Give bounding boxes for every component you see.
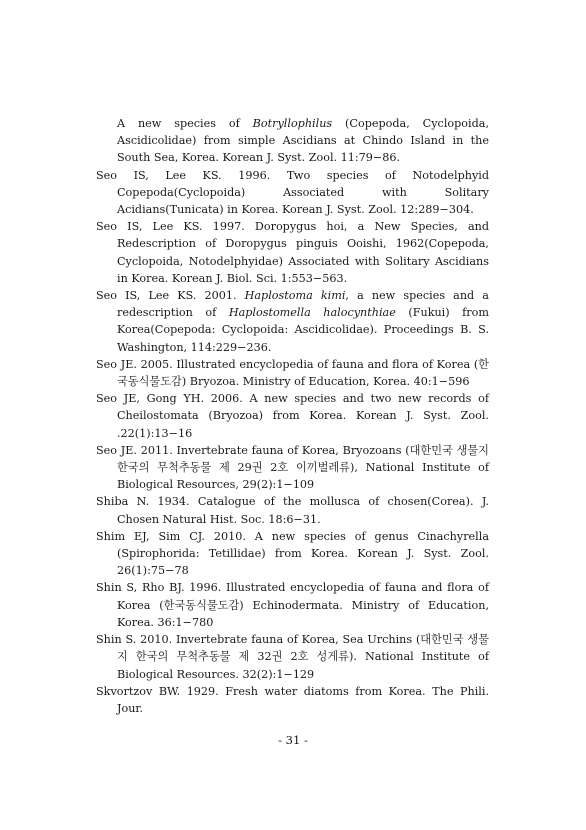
reference-entry [96,287,489,356]
reference-text: Shiba N. 1934. Catalogue of the mollusca of chosen(Corea). J. Chosen Natural Hist. Soc. 18:6−31. [96,495,489,526]
reference-text: (Copepoda, Cyclopoida, Ascidicolidae) from simple Ascidians at Chindo Island in the South Sea, Korea. Korean J. Syst. Zool. 11:79−86. [117,117,489,165]
reference-text: Seo IS, Lee KS. 1997. Doropygus hoi, a New Species, and Redescription of Doropygus pinguis Ooishi, 1962(Copepoda, Cyclopoida, Notodelphyidae) Associated with Solitary Ascidians in Korea. Korean J. Biol. Sci. 1:553−563. [96,220,489,285]
reference-text: , a new species and a redescription of [117,289,489,320]
reference-entry [96,493,489,527]
reference-entry [96,528,489,580]
reference-text: (Fukui) from Korea(Copepoda: Cyclopoida: Ascidicolidae). Proceedings B. S. Washington, 114:229−236. [117,306,489,354]
reference-text: Seo JE, Gong YH. 2006. A new species and two new records of Cheilostomata (Bryozoa) from Korea. Korean J. Syst. Zool. .22(1):13−16 [96,392,489,440]
reference-text: Shin S. 2010. Invertebrate fauna of Korea, Sea Urchins (대한민국 생물지 한국의 무척추동물 제 32권 2호 성게류). National Institute of Biological Resources. 32(2):1−129 [96,633,489,681]
reference-entry [96,579,489,631]
reference-text: Seo IS, Lee KS. 2001. [96,289,245,303]
reference-text: A new species of [117,117,253,130]
reference-entry [96,115,489,167]
reference-text: Shin S, Rho BJ. 1996. Illustrated encyclopedia of fauna and flora of Korea (한국동식물도감) Echinodermata. Ministry of Education, Korea. 36:1−780 [96,581,489,629]
reference-text: Seo IS, Lee KS. 1996. Two species of Notodelphyid Copepoda(Cyclopoida) Associated with Solitary Acidians(Tunicata) in Korea. Korean J. Syst. Zool. 12:289−304. [96,168,489,217]
reference-entry [96,442,489,494]
reference-list [96,115,489,717]
italic-taxon-name: Botryllophilus [252,117,333,130]
italic-taxon-name: Haplostomella halocynthiae [228,306,396,320]
reference-entry [96,356,489,390]
reference-text: Seo JE. 2005. Illustrated encyclopedia of fauna and flora of Korea (한국동식물도감) Bryozoa. Ministry of Education, Korea. 40:1−596 [96,357,489,389]
reference-entry [96,218,489,287]
italic-taxon-name: Haplostoma kimi [244,289,346,303]
page-number: - 31 - [278,733,308,747]
reference-entry [96,390,489,442]
reference-entry [96,167,489,219]
reference-text: Shim EJ, Sim CJ. 2010. A new species of genus Cinachyrella (Spirophorida: Tetillidae) from Korea. Korean J. Syst. Zool. 26(1):75−78 [96,529,489,578]
reference-entry [96,683,489,717]
reference-entry [96,631,489,683]
reference-text: Seo JE. 2011. Invertebrate fauna of Korea, Bryozoans (대한민국 생물지 한국의 무척추동물 제 29권 2호 이끼벌레류), National Institute of Biological Resources, 29(2):1−109 [96,443,489,492]
reference-text: Skvortzov BW. 1929. Fresh water diatoms from Korea. The Phili. Jour. [96,684,489,715]
